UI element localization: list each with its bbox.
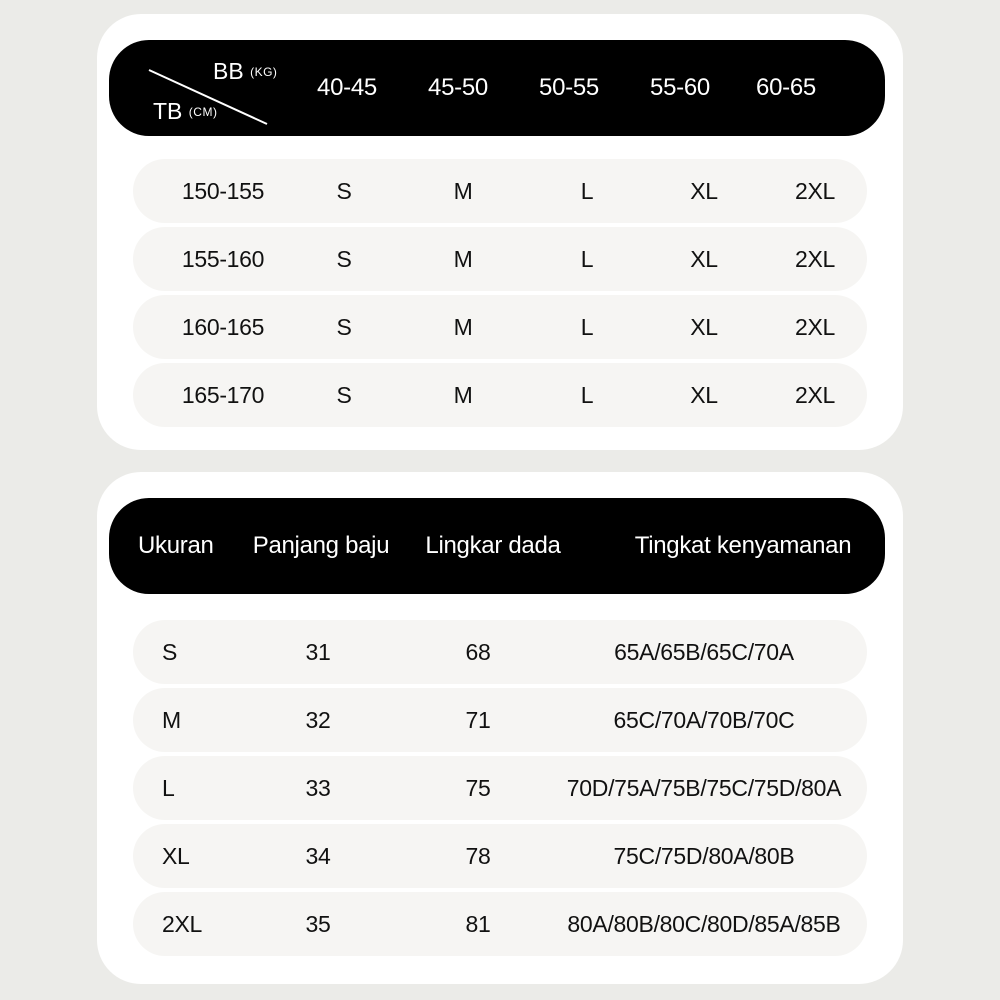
table-row [133,688,867,752]
table-row [133,363,867,427]
size-col-header: Ukuran [138,532,214,559]
height-range-cell: 165-170 [181,381,265,408]
size-cell: L [162,774,175,801]
comfort-cell: 65C/70A/70B/70C [613,706,795,733]
size-cell: XL [690,245,718,272]
comfort-cell: 65A/65B/65C/70A [614,638,794,665]
comfort-cell: 80A/80B/80C/80D/85A/85B [567,910,841,937]
corner-header-cell [109,40,279,136]
length-col-header: Panjang baju [252,532,390,559]
size-cell: S [162,638,178,665]
weight-col-header: 60-65 [756,74,816,101]
chest-cell: 71 [465,706,491,733]
measurement-table-header [109,498,885,594]
garment-measurement-card [97,472,903,984]
size-cell: M [162,706,181,733]
table-row [133,295,867,359]
size-cell: 2XL [794,245,836,272]
size-cell: 2XL [794,381,836,408]
size-cell: XL [162,842,190,869]
size-cell: L [580,245,594,272]
table-row [133,824,867,888]
size-cell: 2XL [162,910,203,937]
comfort-cell: 75C/75D/80A/80B [613,842,795,869]
table-row [133,620,867,684]
comfort-cell: 70D/75A/75B/75C/75D/80A [566,774,842,801]
weight-col-header: 55-60 [650,74,710,101]
weight-axis-label: BB (KG) [213,58,278,84]
size-cell: XL [690,313,718,340]
size-cell: XL [690,381,718,408]
size-cell: L [580,313,594,340]
comfort-col-header: Tingkat kenyamanan [634,532,852,559]
size-cell: S [336,381,352,408]
length-cell: 34 [305,842,331,869]
height-range-cell: 155-160 [181,245,265,272]
weight-col-header: 40-45 [317,74,377,101]
length-cell: 32 [305,706,331,733]
size-cell: 2XL [794,177,836,204]
size-by-weight-height-card [97,14,903,450]
height-range-cell: 150-155 [181,177,265,204]
height-axis-label: TB (CM) [153,98,218,124]
length-cell: 35 [305,910,331,937]
size-cell: XL [690,177,718,204]
chest-cell: 75 [465,774,491,801]
table-row [133,227,867,291]
table-row [133,892,867,956]
chest-cell: 78 [465,842,491,869]
height-range-cell: 160-165 [181,313,265,340]
size-cell: S [336,313,352,340]
chest-cell: 68 [465,638,491,665]
size-cell: S [336,245,352,272]
table-row [133,756,867,820]
chest-cell: 81 [465,910,491,937]
size-cell: L [580,381,594,408]
size-cell: M [453,177,473,204]
chest-col-header: Lingkar dada [425,532,561,559]
weight-height-table-header [109,40,885,136]
size-cell: M [453,313,473,340]
size-cell: S [336,177,352,204]
size-cell: M [453,381,473,408]
length-cell: 31 [305,638,331,665]
size-cell: 2XL [794,313,836,340]
size-cell: L [580,177,594,204]
weight-col-header: 50-55 [539,74,599,101]
table-row [133,159,867,223]
weight-col-header: 45-50 [428,74,488,101]
size-cell: M [453,245,473,272]
length-cell: 33 [305,774,331,801]
